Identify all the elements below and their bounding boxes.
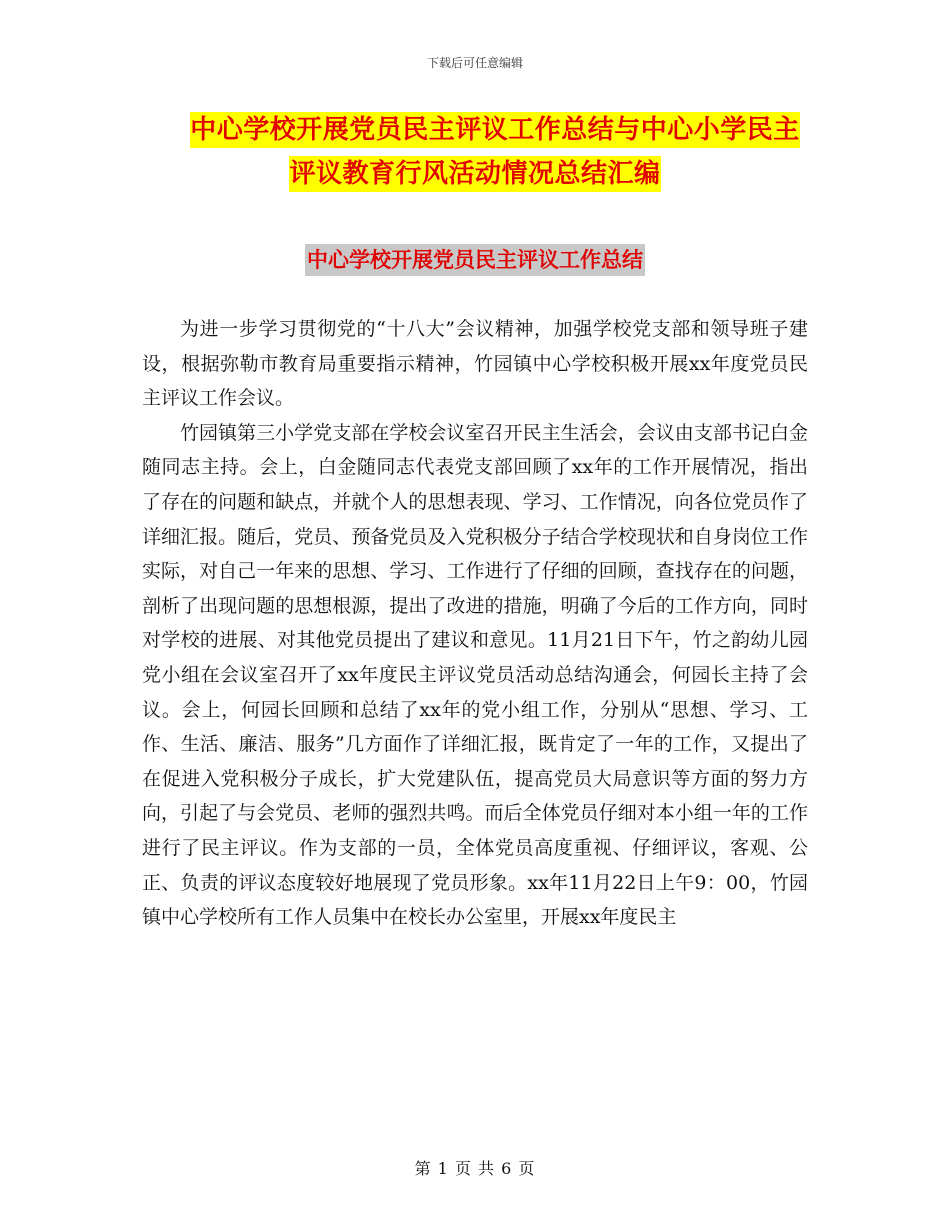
body-text [142,312,808,935]
section-heading: 中心学校开展党员民主评议工作总结 [305,244,645,276]
paragraph-2: 竹园镇第三小学党支部在学校会议室召开民主生活会，会议由支部书记白金随同志主持。会上，白金随同志代表党支部回顾了xx年的工作开展情况，指出了存在的问题和缺点，并就个人的思想表现、学习、工作情况，向各位党员作了详细汇报。随后，党员、预备党员及入党积极分子结合学校现状和自身岗位工作实际，对自己一年来的思想、学习、工作进行了仔细的回顾，查找存在的问题，剖析了出现问题的思想根源，提出了改进的措施，明确了今后的工作方向，同时对学校的进展、对其他党员提出了建议和意见。11月21日下午，竹之韵幼儿园党小组在会议室召开了xx年度民主评议党员活动总结沟通会，何园长主持了会议。会上，何园长回顾和总结了xx年的党小组工作，分别从“思想、学习、工作、生活、廉洁、服务”几方面作了详细汇报，既肯定了一年的工作，又提出了在促进入党积极分子成长，扩大党建队伍，提高党员大局意识等方面的努力方向，引起了与会党员、老师的强烈共鸣。而后全体党员仔细对本小组一年的工作进行了民主评议。作为支部的一员，全体党员高度重视、仔细评议，客观、公正、负责的评议态度较好地展现了党员形象。xx年11月22日上午9：00，竹园镇中心学校所有工作人员集中在校长办公室里，开展xx年度民主 [142,421,808,929]
title-line-1: 中心学校开展党员民主评议工作总结与中心小学民主 [190,112,800,148]
title-line-2: 评议教育行风活动情况总结汇编 [289,156,660,192]
document-title [140,112,810,200]
section-heading-wrap [0,244,950,276]
page-header: 下载后可任意编辑 [426,56,523,70]
page-footer: 第 1 页 共 6 页 [414,1159,536,1178]
paragraph-1: 为进一步学习贯彻党的“十八大”会议精神，加强学校党支部和领导班子建设，根据弥勒市教育局重要指示精神，竹园镇中心学校积极开展xx年度党员民主评议工作会议。 [142,318,808,410]
